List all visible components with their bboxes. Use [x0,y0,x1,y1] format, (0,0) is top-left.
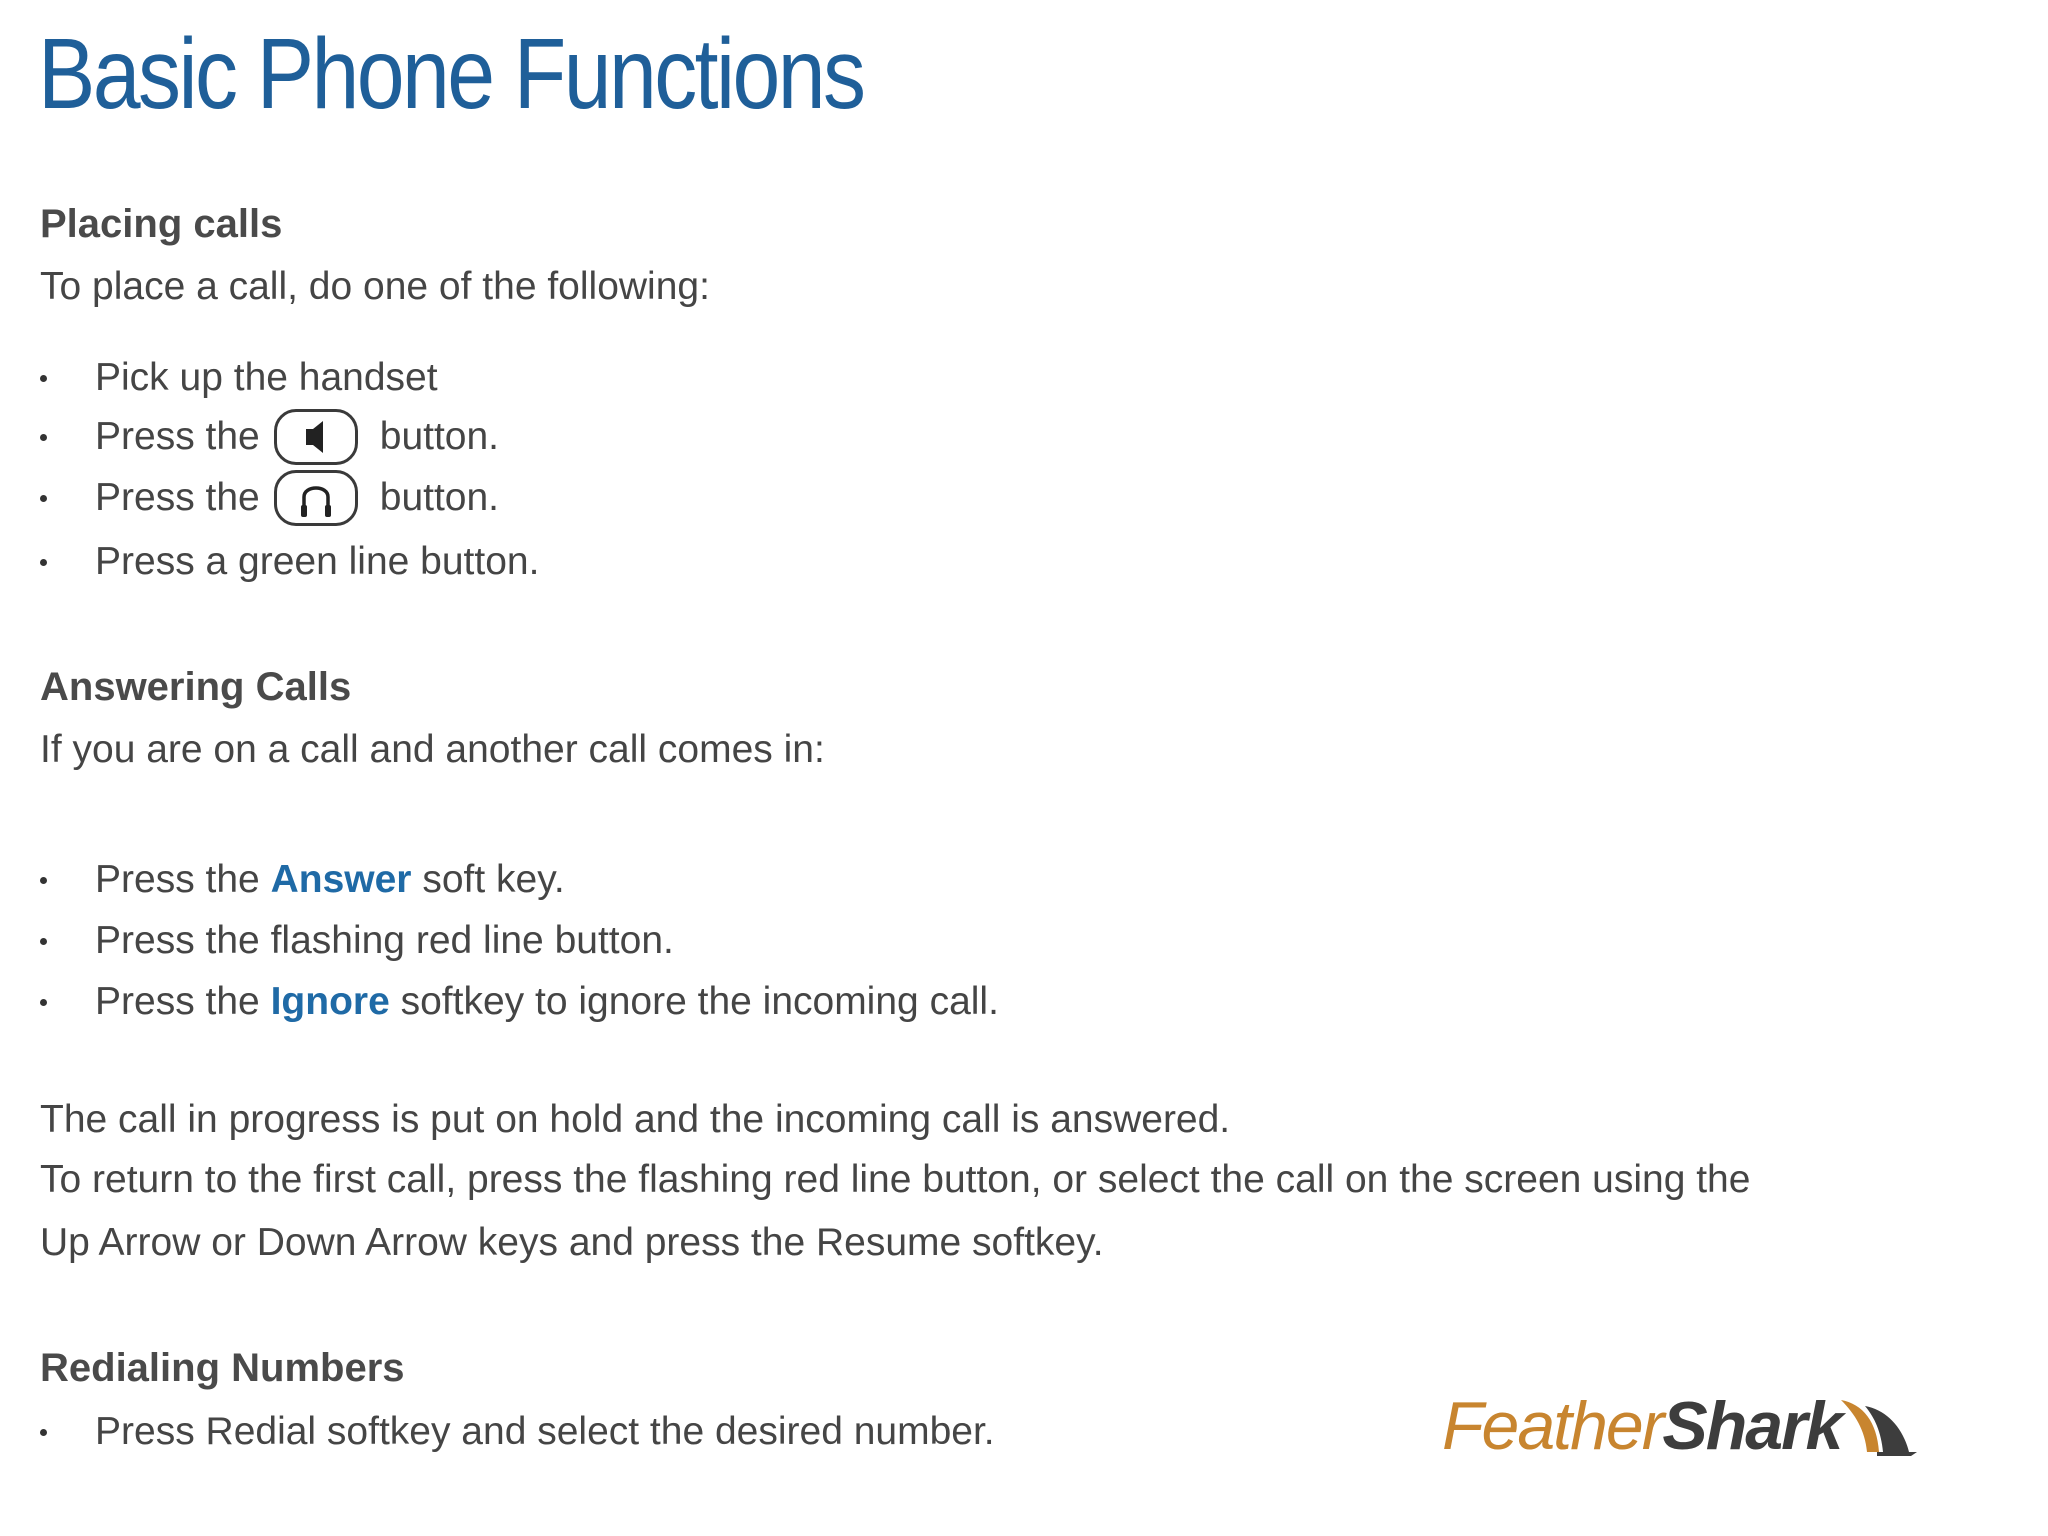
answer-softkey-label: Answer [270,858,412,901]
bullet-icon [40,1429,47,1436]
bullet-icon [40,877,47,884]
section-heading-answering-calls: Answering Calls [40,665,352,709]
bullet-icon [40,999,47,1006]
list-item-text: Press the [95,415,260,458]
answering-note-line: To return to the first call, press the flashing red line button, or select the call on the screen using the [40,1158,1751,1201]
list-item-text: button. [379,476,500,519]
section-heading-placing-calls: Placing calls [40,202,283,246]
answering-note-line: The call in progress is put on hold and the incoming call is answered. [40,1098,1231,1141]
list-item-text: Press a green line button. [95,540,540,583]
shark-fin-icon [1837,1396,1919,1456]
bullet-icon [40,495,47,502]
section-heading-redialing-numbers: Redialing Numbers [40,1346,405,1390]
placing-calls-intro: To place a call, do one of the following: [40,265,710,308]
speaker-icon [274,409,358,465]
list-item-text: Press the [95,858,260,901]
page-title: Basic Phone Functions [38,18,864,130]
bullet-icon [40,375,47,382]
answering-note-line: Up Arrow or Down Arrow keys and press the Resume softkey. [40,1221,1104,1264]
list-item-text: soft key. [422,858,565,901]
answering-calls-intro: If you are on a call and another call comes in: [40,728,825,771]
list-item-text: Press the flashing red line button. [95,919,674,962]
list-item-text: Press the [95,980,260,1023]
list-item-text: softkey to ignore the incoming call. [400,980,999,1023]
bullet-icon [40,559,47,566]
list-item-text: button. [379,415,500,458]
list-item-text: Pick up the handset [95,356,438,399]
bullet-icon [40,434,47,441]
list-item-text: Press Redial softkey and select the desired number. [95,1410,995,1453]
logo-text-shark: Shark [1662,1388,1842,1464]
logo-text-feather: Feather [1442,1388,1663,1464]
ignore-softkey-label: Ignore [270,980,390,1023]
list-item-text: Press the [95,476,260,519]
bullet-icon [40,938,47,945]
headset-icon [274,470,358,526]
feathershark-logo [1442,1388,1919,1464]
